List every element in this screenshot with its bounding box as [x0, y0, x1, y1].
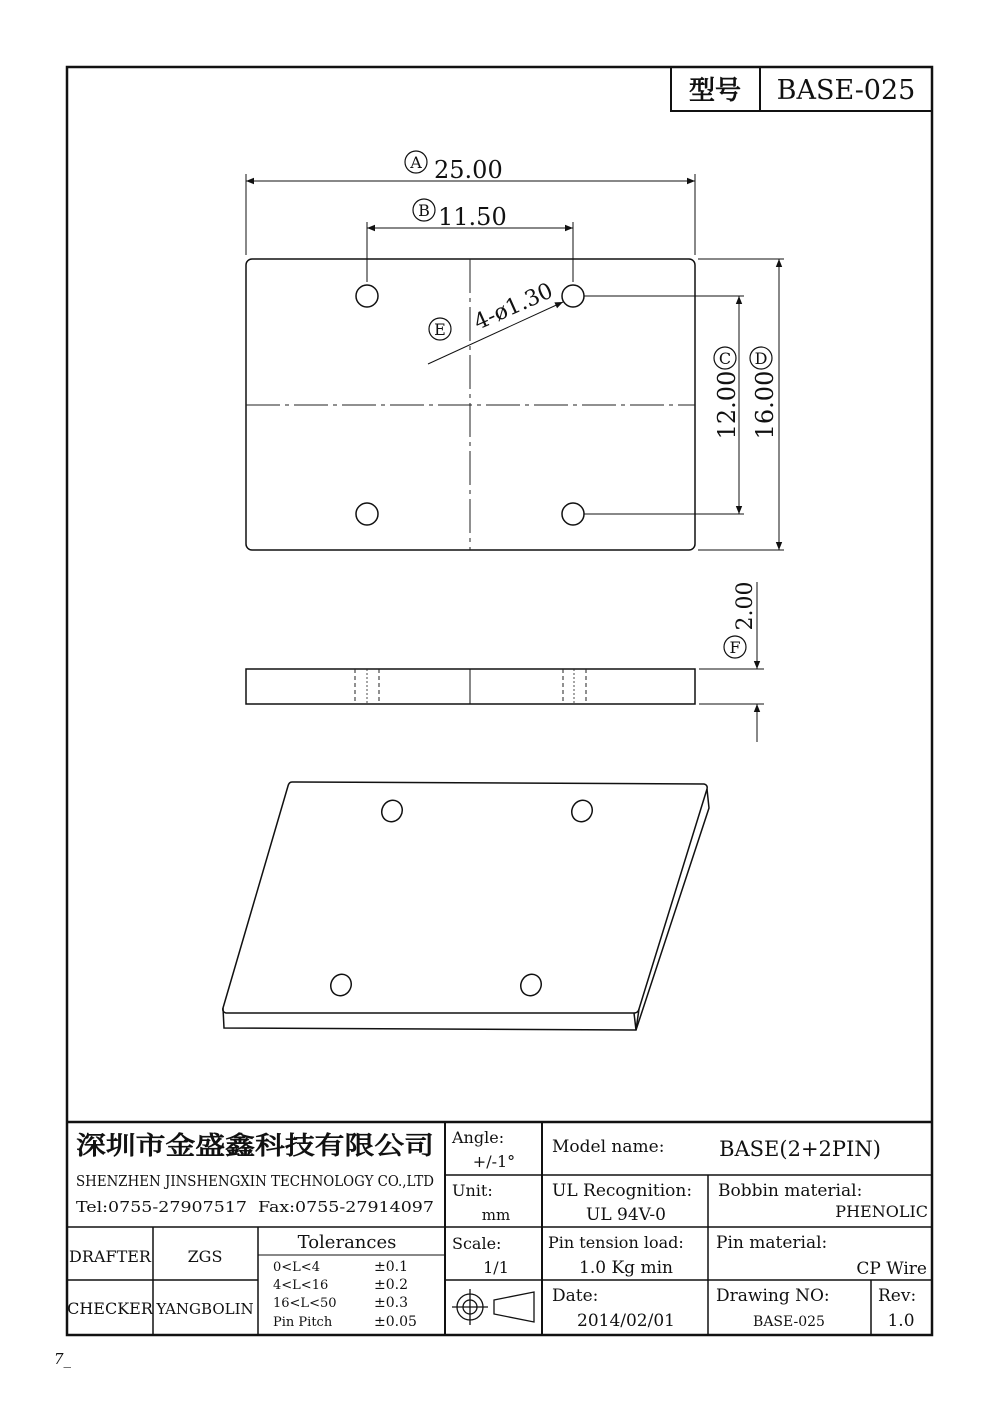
- model-name-label: Model name:: [552, 1137, 665, 1157]
- dimension-d-value: 16.00: [751, 370, 779, 440]
- pin-material-value: CP Wire: [856, 1259, 927, 1279]
- angle-label: Angle:: [452, 1128, 505, 1147]
- angle-value: +/-1°: [472, 1152, 516, 1171]
- scale-value: 1/1: [483, 1258, 509, 1277]
- pin-hole: [356, 503, 378, 525]
- pin-hole: [568, 796, 596, 825]
- tolerances-label: Tolerances: [297, 1232, 397, 1253]
- tolerance-range: 0<L<4: [273, 1260, 320, 1275]
- dimension-c-marker: C: [718, 349, 732, 368]
- isometric-view: [223, 782, 709, 1030]
- side-view: [246, 669, 695, 704]
- pin-tension-label: Pin tension load:: [548, 1233, 684, 1252]
- dimension-e-marker: E: [434, 320, 446, 339]
- dimension-b-marker: B: [418, 201, 430, 220]
- dimension-f-marker: F: [729, 638, 741, 657]
- title-block: [67, 1122, 932, 1335]
- company-name-cn: 深圳市金盛鑫科技有限公司: [76, 1131, 434, 1160]
- dimension-a-marker: A: [410, 153, 422, 172]
- pin-tension-value: 1.0 Kg min: [579, 1258, 673, 1278]
- unit-label: Unit:: [452, 1181, 493, 1200]
- dimension-d: [698, 259, 784, 550]
- dimension-e-value: 4-ø1.30: [470, 278, 557, 336]
- pin-hole: [517, 970, 545, 999]
- tolerance-range: 4<L<16: [273, 1278, 329, 1293]
- revision-value: 1.0: [887, 1311, 915, 1331]
- dimension-f-value: 2.00: [733, 581, 758, 631]
- dimension-e: [428, 279, 563, 364]
- model-code-box: [671, 67, 932, 111]
- model-name-value: BASE(2+2PIN): [719, 1137, 881, 1161]
- projection-symbol-icon: [452, 1289, 534, 1325]
- date-label: Date:: [552, 1286, 599, 1306]
- drawing-number-value: BASE-025: [753, 1314, 825, 1330]
- dimension-f: [699, 582, 764, 742]
- checker-label: CHECKER: [67, 1299, 153, 1318]
- pin-hole: [562, 503, 584, 525]
- unit-value: mm: [481, 1206, 511, 1224]
- tolerance-value: ±0.2: [374, 1277, 408, 1293]
- pin-hole: [356, 285, 378, 307]
- tolerance-value: ±0.1: [374, 1259, 408, 1275]
- bobbin-material-value: PHENOLIC: [835, 1202, 928, 1221]
- pin-hole: [562, 285, 584, 307]
- top-view: [246, 259, 695, 550]
- dimension-c-value: 12.00: [713, 370, 741, 440]
- drafter-label: DRAFTER: [69, 1247, 151, 1266]
- ul-recognition-label: UL Recognition:: [552, 1181, 693, 1201]
- scale-label: Scale:: [452, 1234, 502, 1253]
- model-label: 型号: [688, 76, 742, 106]
- model-code: BASE-025: [776, 75, 916, 106]
- revision-label: Rev:: [878, 1286, 917, 1306]
- tolerance-value: ±0.3: [374, 1295, 408, 1311]
- company-name-en: SHENZHEN JINSHENGXIN TECHNOLOGY CO.,LTD: [76, 1172, 434, 1190]
- drafter-name: ZGS: [187, 1247, 223, 1266]
- tolerance-range: Pin Pitch: [273, 1315, 333, 1330]
- dimension-a-value: 25.00: [434, 156, 503, 184]
- pin-material-label: Pin material:: [716, 1233, 828, 1253]
- bobbin-material-label: Bobbin material:: [718, 1181, 863, 1201]
- tolerance-value: ±0.05: [374, 1314, 417, 1330]
- company-contact: Tel:0755-27907517 Fax:0755-27914097: [76, 1198, 434, 1216]
- ul-recognition-value: UL 94V-0: [586, 1205, 666, 1225]
- tolerance-range: 16<L<50: [273, 1296, 337, 1311]
- drawing-number-label: Drawing NO:: [716, 1286, 830, 1306]
- pin-hole: [378, 796, 406, 825]
- dimension-b-value: 11.50: [438, 203, 507, 231]
- dimension-d-marker: D: [754, 349, 768, 368]
- page-mark: 7_: [54, 1350, 72, 1368]
- date-value: 2014/02/01: [577, 1311, 675, 1331]
- checker-name: YANGBOLIN: [156, 1300, 254, 1318]
- pin-hole: [327, 970, 355, 999]
